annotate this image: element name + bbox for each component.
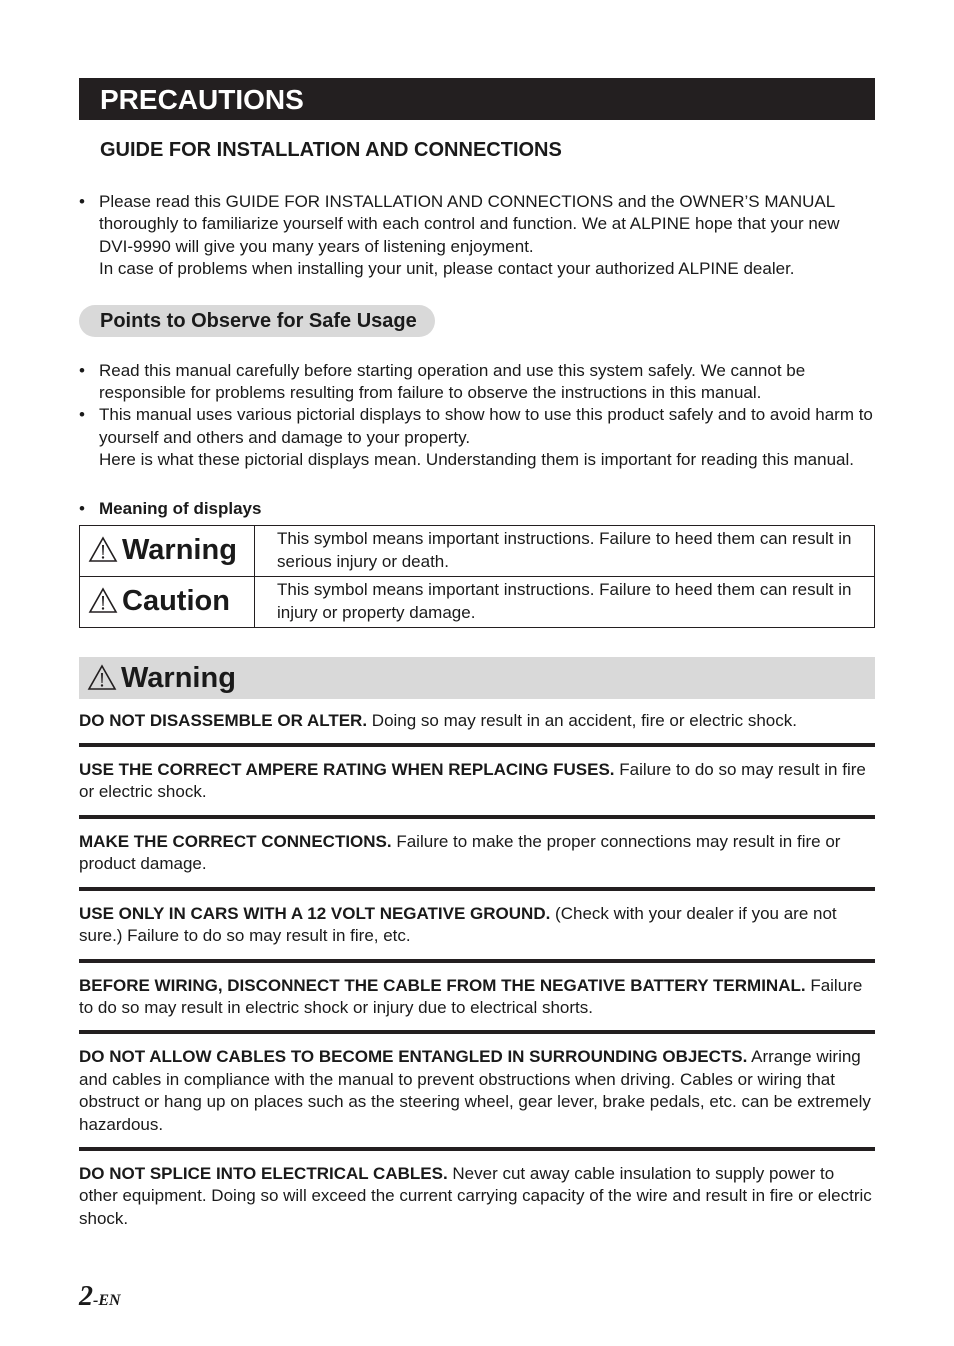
- warning-item-text: Failure to do so may result in fire or electric shock.: [79, 760, 866, 802]
- warning-items: [79, 710, 875, 1231]
- page-number-suffix: -EN: [93, 1292, 121, 1309]
- safe-usage-list: [79, 360, 875, 472]
- caution-symbol-cell: [80, 576, 255, 627]
- warning-item-title: MAKE THE CORRECT CONNECTIONS.: [79, 831, 392, 851]
- page-number-value: 2: [79, 1281, 93, 1312]
- safe-usage-heading: Points to Observe for Safe Usage: [79, 305, 435, 337]
- page-title: PRECAUTIONS: [79, 78, 875, 120]
- warning-section-label: Warning: [121, 661, 236, 694]
- warning-section-heading: [79, 657, 875, 699]
- intro-item: [79, 191, 875, 281]
- table-row: [80, 525, 875, 576]
- warning-item: [79, 1046, 875, 1136]
- caution-description: This symbol means important instructions. Failure to heed them can result in injury or property damage.: [255, 576, 875, 627]
- warning-item-text: Failure to do so may result in electric shock or injury due to electrical shorts.: [79, 975, 863, 1017]
- display-meaning-table: [79, 525, 875, 628]
- page-number: [79, 1281, 121, 1313]
- intro-paragraph: In case of problems when installing your unit, please contact your authorized ALPINE dealer.: [99, 259, 795, 279]
- divider: [79, 1030, 875, 1034]
- warning-item: [79, 710, 875, 732]
- warning-item-title: USE THE CORRECT AMPERE RATING WHEN REPLACING FUSES.: [79, 760, 615, 780]
- warning-triangle-icon: [88, 587, 118, 614]
- warning-symbol-cell: [80, 525, 255, 576]
- warning-item-title: BEFORE WIRING, DISCONNECT THE CABLE FROM THE NEGATIVE BATTERY TERMINAL.: [79, 975, 806, 995]
- safe-usage-item: [79, 360, 875, 405]
- warning-item-text: (Check with your dealer if you are not sure.) Failure to do so may result in fire, etc.: [79, 903, 837, 946]
- warning-item-title: DO NOT SPLICE INTO ELECTRICAL CABLES.: [79, 1163, 448, 1183]
- warning-description: This symbol means important instructions. Failure to heed them can result in serious injury or death.: [255, 525, 875, 576]
- page: [79, 78, 875, 1230]
- warning-item: [79, 831, 875, 876]
- caution-symbol-label: Caution: [122, 585, 230, 618]
- warning-item-text: Doing so may result in an accident, fire or electric shock.: [367, 710, 797, 730]
- divider: [79, 1147, 875, 1151]
- warning-triangle-icon: [87, 664, 117, 691]
- warning-item: [79, 1163, 875, 1230]
- warning-item-text: Failure to make the proper connections may result in fire or product damage.: [79, 831, 841, 874]
- safe-usage-paragraph: • Read this manual carefully before starting operation and use this system safely. We cannot be responsible for problems resulting from failure to observe the instructions in this manual.: [99, 360, 806, 403]
- warning-item: [79, 975, 875, 1020]
- safe-usage-paragraph: Here is what these pictorial displays mean. Understanding them is important for reading this manual.: [99, 450, 854, 470]
- warning-item-title: DO NOT ALLOW CABLES TO BECOME ENTANGLED IN SURROUNDING OBJECTS.: [79, 1047, 748, 1067]
- warning-item: [79, 759, 875, 804]
- warning-item-title: USE ONLY IN CARS WITH A 12 VOLT NEGATIVE GROUND.: [79, 903, 551, 923]
- intro-list: [79, 191, 875, 281]
- divider: [79, 887, 875, 891]
- warning-item-text: Arrange wiring and cables in compliance with the manual to prevent obstructions when driving. Cables or wiring that obstruct or hang up on places such as the steering wheel, gear lever, brake pedals, etc. can be extremely hazardous.: [79, 1047, 871, 1134]
- intro-paragraph: • Please read this GUIDE FOR INSTALLATION AND CONNECTIONS and the OWNER’S MANUAL thoroughly to familiarize yourself with each control and function. We at ALPINE hope that your new DVI-9990 will give you many years of listening enjoyment.: [99, 192, 840, 256]
- safe-usage-item: [79, 404, 875, 471]
- safe-usage-paragraph: • This manual uses various pictorial displays to show how to use this product safely and to avoid harm to yourself and others and damage to your property.: [99, 405, 873, 447]
- divider: [79, 815, 875, 819]
- section-heading-guide: GUIDE FOR INSTALLATION AND CONNECTIONS: [100, 139, 562, 161]
- warning-triangle-icon: [88, 536, 118, 563]
- divider: [79, 743, 875, 747]
- warning-item: [79, 903, 875, 948]
- divider: [79, 959, 875, 963]
- warning-symbol-label: Warning: [122, 534, 237, 567]
- meaning-label: • Meaning of displays: [79, 498, 875, 520]
- table-row: [80, 576, 875, 627]
- warning-item-text: Never cut away cable insulation to supply power to other equipment. Doing so will exceed the current carrying capacity of the wire and result in fire or electric shock.: [79, 1163, 872, 1228]
- warning-item-title: DO NOT DISASSEMBLE OR ALTER.: [79, 710, 368, 730]
